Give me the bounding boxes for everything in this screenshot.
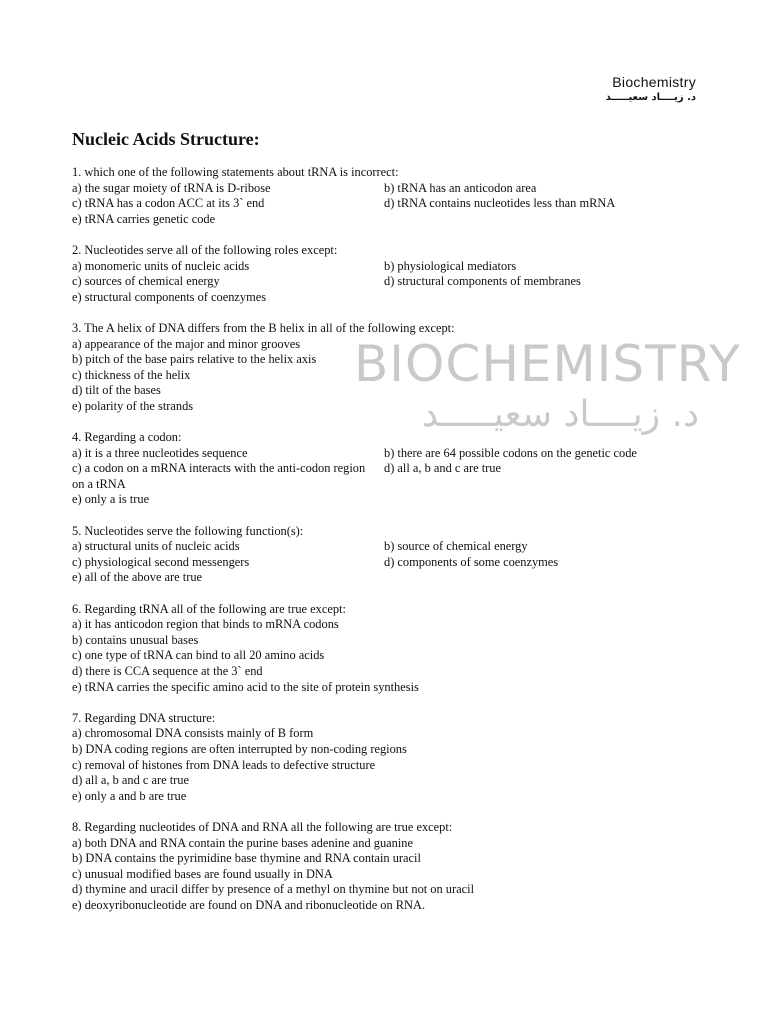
answer-option: e) deoxyribonucleotide are found on DNA and ribonucleotide on RNA. (72, 897, 426, 912)
answer-option: e) only a and b are true (72, 788, 187, 803)
option-row (72, 633, 712, 649)
answer-option: d) all a, b and c are true (384, 461, 501, 476)
option-row (72, 539, 712, 555)
answer-option: b) there are 64 possible codons on the genetic code (384, 445, 637, 460)
question-stem: 3. The A helix of DNA differs from the B helix in all of the following except: (72, 320, 455, 335)
answer-option: d) all a, b and c are true (72, 773, 189, 788)
answer-option: b) physiological mediators (384, 258, 517, 273)
answer-option: c) one type of tRNA can bind to all 20 amino acids (72, 648, 325, 663)
answer-option: a) it is a three nucleotides sequence (72, 445, 248, 460)
answer-option: a) monomeric units of nucleic acids (72, 258, 250, 273)
answer-option: e) only a is true (72, 492, 150, 507)
page-header (606, 74, 696, 103)
question-block (72, 820, 712, 914)
question-stem: 2. Nucleotides serve all of the following roles except: (72, 242, 338, 257)
option-row (72, 851, 712, 867)
option-row (72, 492, 712, 508)
option-row (72, 664, 712, 680)
header-author: د. زيــــاد سعيـــــد (605, 92, 696, 103)
answer-option: c) a codon on a mRNA interacts with the anti-codon region (72, 461, 366, 476)
answer-option: c) tRNA has a codon ACC at its 3` end (72, 196, 265, 211)
question-list (72, 165, 741, 929)
answer-option: c) sources of chemical energy (72, 274, 220, 289)
answer-option: c) thickness of the helix (72, 367, 191, 382)
answer-option: a) the sugar moiety of tRNA is D-ribose (72, 180, 271, 195)
option-row (72, 181, 712, 197)
watermark-arabic: د. زيــــاد سعيـــــد (422, 394, 699, 435)
answer-option: d) components of some coenzymes (384, 554, 559, 569)
answer-option: e) polarity of the strands (72, 398, 194, 413)
question-block (72, 165, 712, 227)
answer-option: a) structural units of nucleic acids (72, 539, 240, 554)
answer-option: a) it has anticodon region that binds to mRNA codons (72, 617, 339, 632)
option-row (72, 399, 712, 415)
option-row (72, 726, 712, 742)
answer-option: d) tilt of the bases (72, 383, 161, 398)
question-stem: 6. Regarding tRNA all of the following are true except: (72, 601, 346, 616)
answer-option: e) all of the above are true (72, 570, 203, 585)
option-row (72, 196, 712, 212)
option-row (72, 648, 712, 664)
option-row (72, 773, 712, 789)
answer-option: c) removal of histones from DNA leads to defective structure (72, 757, 376, 772)
question-block (72, 430, 712, 508)
option-row (72, 290, 712, 306)
answer-option: c) physiological second messengers (72, 554, 250, 569)
question-stem: 5. Nucleotides serve the following function(s): (72, 523, 304, 538)
option-row (72, 680, 712, 696)
question-block (72, 602, 712, 696)
answer-option: a) both DNA and RNA contain the purine bases adenine and guanine (72, 835, 413, 850)
option-row (72, 212, 712, 228)
answer-option: d) thymine and uracil differ by presence of a methyl on thymine but not on uracil (72, 882, 475, 897)
question-stem: 8. Regarding nucleotides of DNA and RNA all the following are true except: (72, 819, 453, 834)
answer-option: e) tRNA carries genetic code (72, 211, 216, 226)
answer-option: on a tRNA (72, 476, 126, 491)
option-row (72, 836, 712, 852)
answer-option: a) appearance of the major and minor grooves (72, 336, 301, 351)
option-row (72, 617, 712, 633)
question-block (72, 524, 712, 586)
page-title: Nucleic Acids Structure: (72, 129, 260, 149)
watermark-text: BIOCHEMISTRY (354, 335, 741, 393)
question-block (72, 320, 741, 415)
option-row (72, 259, 712, 275)
question-block (72, 243, 712, 305)
option-row (72, 570, 712, 586)
answer-option: b) contains unusual bases (72, 632, 199, 647)
answer-option: a) chromosomal DNA consists mainly of B form (72, 726, 314, 741)
answer-option: b) source of chemical energy (384, 539, 528, 554)
question-stem: 1. which one of the following statements about tRNA is incorrect: (72, 165, 399, 179)
option-row (72, 758, 712, 774)
option-row (72, 352, 712, 368)
answer-option: b) DNA coding regions are often interrupted by non-coding regions (72, 741, 407, 756)
option-row (72, 898, 712, 914)
option-row (72, 337, 712, 353)
answer-option: e) structural components of coenzymes (72, 289, 267, 304)
option-row (72, 274, 712, 290)
answer-option: d) structural components of membranes (384, 274, 581, 289)
answer-option: b) pitch of the base pairs relative to the helix axis (72, 352, 317, 367)
question-stem: 7. Regarding DNA structure: (72, 710, 216, 725)
option-row (72, 882, 712, 898)
answer-option: d) there is CCA sequence at the 3` end (72, 664, 263, 678)
option-row (72, 383, 712, 399)
option-row (72, 368, 712, 384)
option-row (72, 446, 712, 462)
answer-option: b) DNA contains the pyrimidine base thymine and RNA contain uracil (72, 851, 421, 866)
answer-option: c) unusual modified bases are found usually in DNA (72, 866, 333, 881)
question-block (72, 711, 712, 805)
option-row (72, 555, 712, 571)
option-row (72, 461, 712, 477)
question-stem: 4. Regarding a codon: (72, 430, 182, 445)
option-row (72, 477, 712, 493)
answer-option: b) tRNA has an anticodon area (384, 180, 537, 195)
answer-option: e) tRNA carries the specific amino acid to the site of protein synthesis (72, 679, 419, 694)
header-subject: Biochemistry (612, 74, 696, 90)
option-row (72, 742, 712, 758)
answer-option: d) tRNA contains nucleotides less than mRNA (384, 196, 616, 211)
option-row (72, 789, 712, 805)
option-row (72, 867, 712, 883)
